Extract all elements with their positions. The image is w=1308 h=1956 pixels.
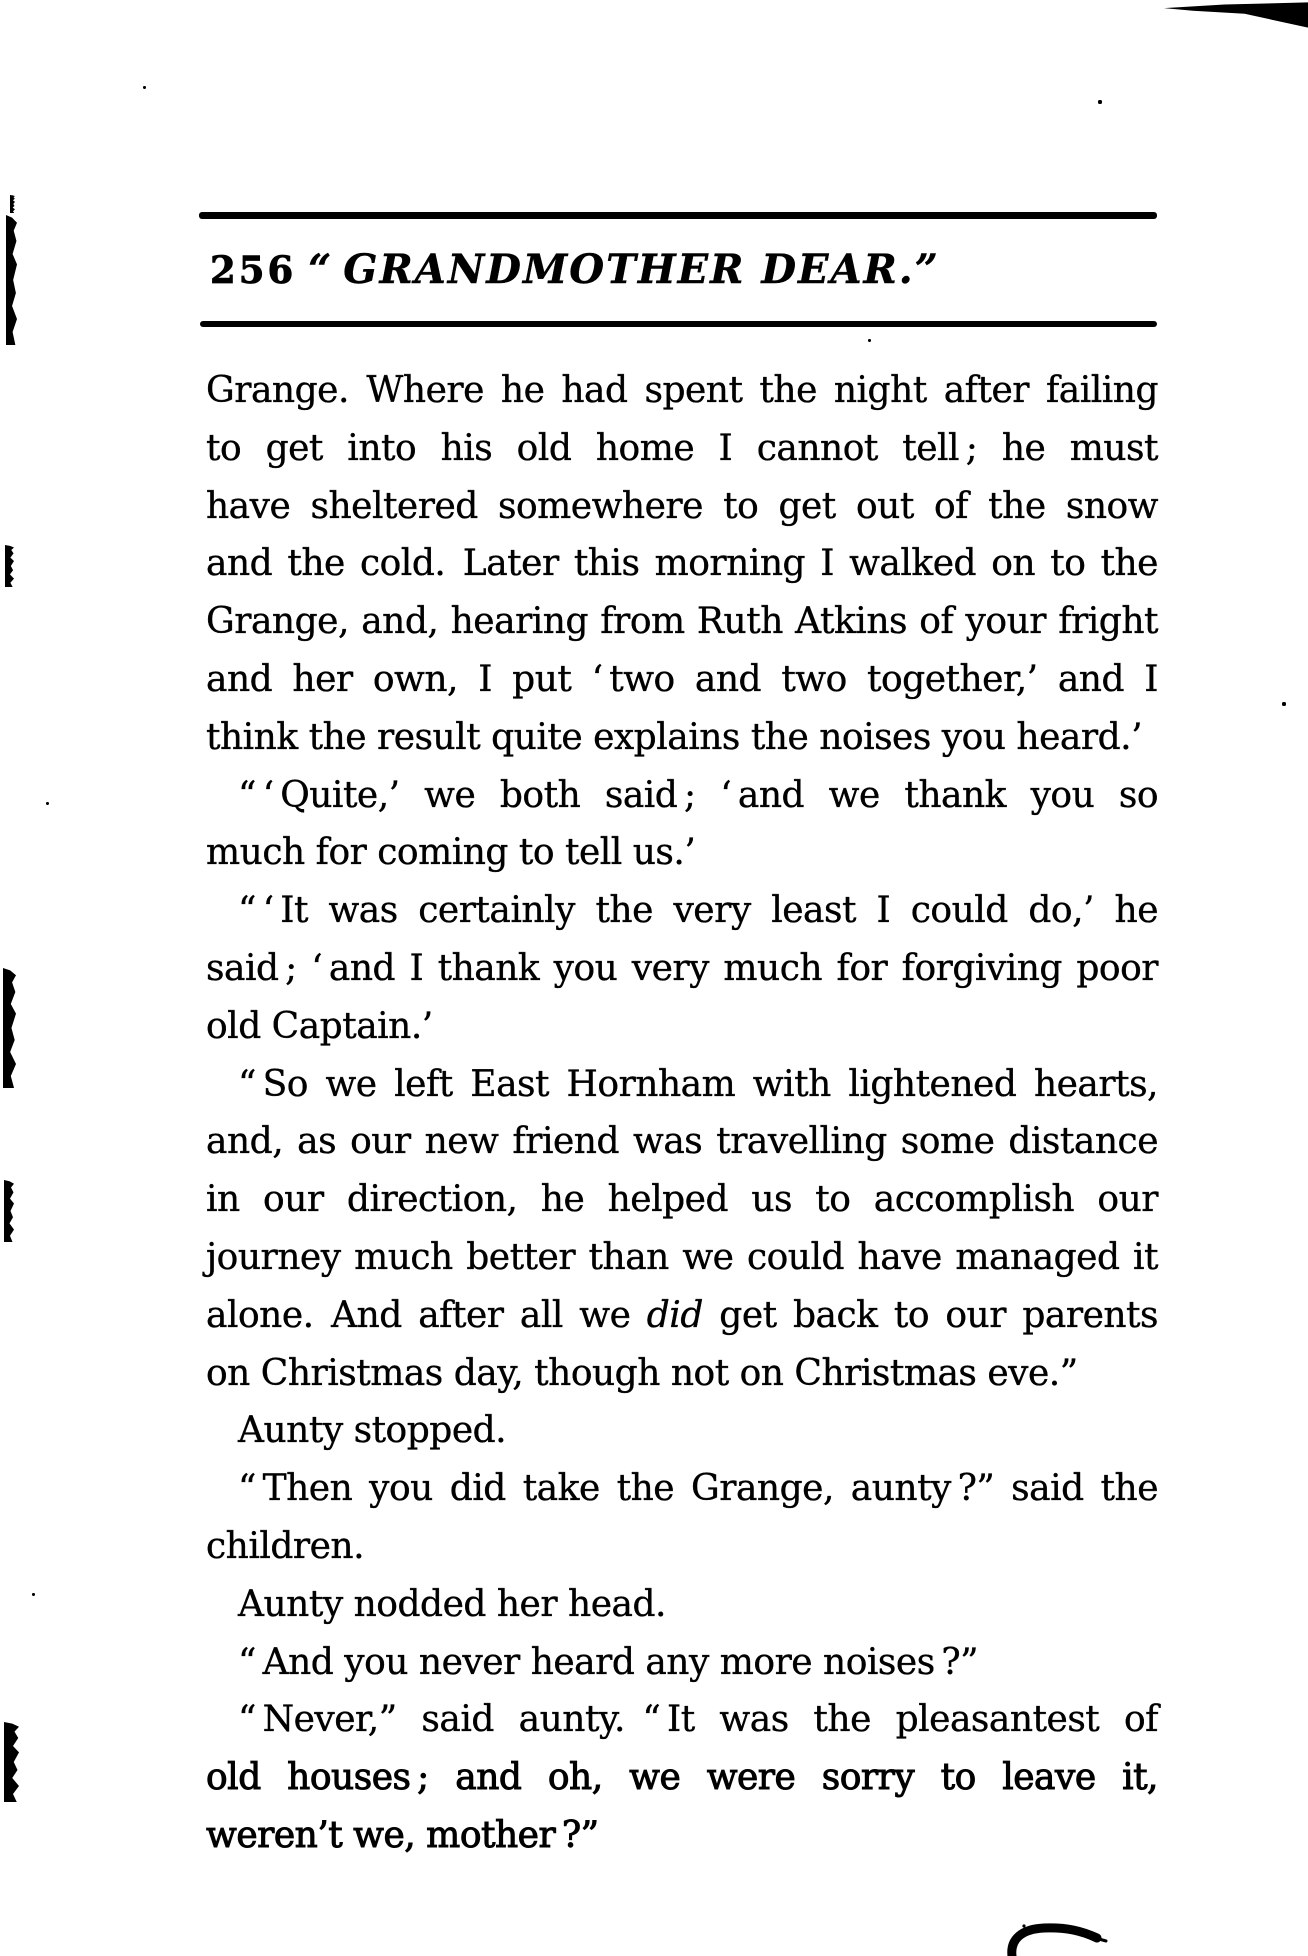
text-segment: old Captain.’ bbox=[206, 1005, 433, 1047]
text-segment: get back to our parents bbox=[702, 1294, 1158, 1336]
scan-streak bbox=[10, 195, 15, 213]
text-line bbox=[206, 593, 1158, 651]
text-segment: and, as our new friend was travelling some distance bbox=[206, 1121, 1158, 1163]
text-line bbox=[206, 1056, 1158, 1114]
text-line bbox=[206, 1171, 1158, 1229]
italic-word: did bbox=[646, 1294, 703, 1336]
scan-streak bbox=[4, 1722, 19, 1802]
text-segment: “ ‘ Quite,’ we both said ; ‘ and we thank you so bbox=[238, 774, 1158, 816]
scan-streak bbox=[5, 545, 14, 587]
text-segment: Aunty stopped. bbox=[238, 1410, 507, 1452]
text-segment: old houses ; and oh, we were sorry to leave it, bbox=[206, 1757, 1158, 1799]
scan-streak bbox=[3, 968, 16, 1088]
text-segment: on Christmas day, though not on Christmas eve.” bbox=[206, 1352, 1078, 1394]
scan-speck bbox=[1098, 100, 1102, 104]
text-segment: Grange, and, hearing from Ruth Atkins of your fright bbox=[206, 601, 1158, 643]
text-line bbox=[206, 709, 1158, 767]
text-line bbox=[206, 1691, 1158, 1749]
text-line bbox=[206, 1402, 1158, 1460]
text-line bbox=[206, 1518, 1158, 1576]
text-line bbox=[206, 1460, 1158, 1518]
text-segment: alone. And after all we bbox=[206, 1294, 647, 1336]
text-segment: “ Then you did take the Grange, aunty ?” said the bbox=[238, 1468, 1158, 1510]
header-rule-top bbox=[199, 212, 1157, 219]
scan-streak bbox=[4, 1180, 14, 1242]
text-line bbox=[206, 1287, 1158, 1345]
scan-page-curl bbox=[1000, 1915, 1120, 1956]
text-segment: “ And you never heard any more noises ?” bbox=[238, 1641, 979, 1683]
text-line bbox=[206, 1113, 1158, 1171]
text-segment: Grange. Where he had spent the night after failing bbox=[206, 370, 1158, 411]
page-number: 256 bbox=[210, 248, 297, 292]
text-line bbox=[206, 651, 1158, 709]
text-line bbox=[206, 478, 1158, 536]
text-segment: much for coming to tell us.’ bbox=[206, 832, 696, 874]
text-line bbox=[206, 1749, 1158, 1807]
text-line bbox=[206, 1576, 1158, 1634]
scan-speck bbox=[46, 802, 49, 805]
scan-speck bbox=[1282, 702, 1286, 706]
text-segment: “ Never,” said aunty. “ It was the pleasantest of bbox=[238, 1699, 1158, 1741]
text-segment: said ; ‘ and I thank you very much for forgiving poor bbox=[206, 947, 1158, 989]
text-segment: “ So we left East Hornham with lightened hearts, bbox=[238, 1063, 1158, 1105]
text-segment: in our direction, he helped us to accomplish our bbox=[206, 1179, 1158, 1221]
text-segment: “ ‘ It was certainly the very least I could do,’ he bbox=[238, 890, 1158, 932]
text-segment: to get into his old home I cannot tell ; he must bbox=[206, 427, 1158, 469]
text-segment: think the result quite explains the noises you heard.’ bbox=[206, 716, 1143, 758]
scan-speck bbox=[868, 339, 871, 342]
text-segment: and her own, I put ‘ two and two together,’ and I bbox=[206, 658, 1158, 700]
scan-speck bbox=[143, 86, 146, 89]
scan-corner-shadow bbox=[1164, 0, 1308, 30]
text-segment: journey much better than we could have managed it bbox=[206, 1236, 1158, 1278]
text-block bbox=[206, 362, 1158, 1865]
header-rule-bottom bbox=[200, 321, 1157, 327]
text-segment: children. bbox=[206, 1525, 365, 1567]
text-line bbox=[206, 767, 1158, 825]
text-line bbox=[206, 535, 1158, 593]
text-segment: have sheltered somewhere to get out of the snow bbox=[206, 485, 1158, 527]
text-line bbox=[206, 940, 1158, 998]
scan-speck bbox=[32, 1593, 35, 1596]
text-line bbox=[206, 1807, 1158, 1865]
text-segment: Aunty nodded her head. bbox=[238, 1583, 666, 1625]
text-segment: weren’t we, mother ?” bbox=[206, 1814, 599, 1856]
text-line bbox=[206, 362, 1158, 420]
text-line bbox=[206, 1345, 1158, 1403]
text-segment: and the cold. Later this morning I walked on to the bbox=[206, 543, 1158, 585]
text-line bbox=[206, 824, 1158, 882]
text-line bbox=[206, 1229, 1158, 1287]
text-line bbox=[206, 882, 1158, 940]
text-line bbox=[206, 420, 1158, 478]
text-line bbox=[206, 998, 1158, 1056]
text-line bbox=[206, 1634, 1158, 1692]
running-title: “ GRANDMOTHER DEAR.” bbox=[308, 246, 940, 293]
